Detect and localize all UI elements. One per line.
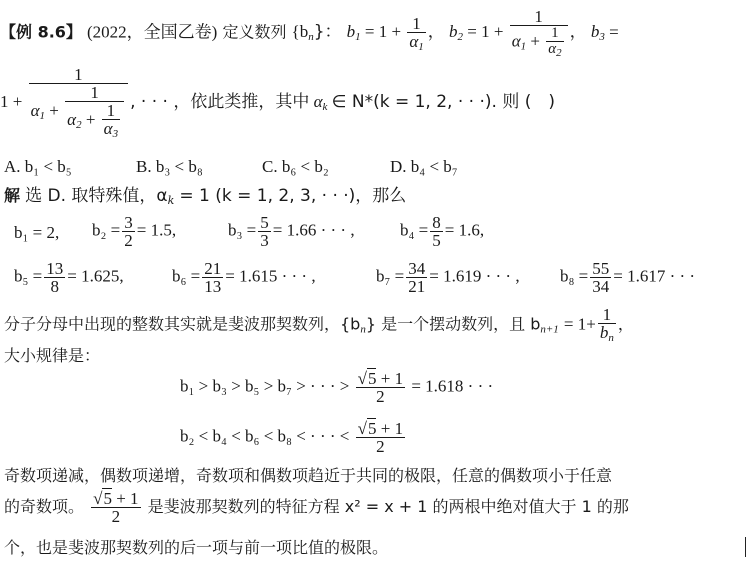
value-b1: b₁ = 2, xyxy=(14,223,60,242)
paragraph-limit: 奇数项递减，偶数项递增，奇数项和偶数项趋近于共同的极限，任意的偶数项小于任意 xyxy=(4,466,613,485)
text-cursor xyxy=(745,537,746,557)
b2-def: $b_2 = 1$ + 1 $\alpha_1$ + $\frac{1}{\alpha_2}$ ， xyxy=(449,7,587,59)
value-b7: b₇ = $\frac{34}{21}$ = 1.619 · · · , xyxy=(376,259,520,296)
odd-chain: b₁ > b₃ > b₅ > b₇ > · · · > $\frac{√5 + 1}{2}$ = 1.618 · · · xyxy=(180,369,494,406)
paragraph-fibonacci: 分子分母中出现的整数其实就是斐波那契数列，$\{b_n\}$ 是一个摆动数列，且 $b_{n+1} = 1+$ $\frac{1}{b_n}$ ， xyxy=(4,305,634,344)
solution-head: 解 选 D. 取特殊值，$\alpha_k = 1$ (k = 1, 2, 3, · · ·)，那么 xyxy=(4,186,407,207)
seq-label: {b xyxy=(291,22,309,42)
example-tag: 【例 8.6】 xyxy=(0,22,82,42)
option-d: D. b₄ < b₇ xyxy=(390,157,458,176)
b1-def: $b_1 = 1$ + $\frac{1}{\alpha_1}$ ， xyxy=(346,13,445,53)
value-b4: b₄ = $\frac{8}{5}$ = 1.6, xyxy=(400,213,485,250)
value-b6: b₆ = $\frac{21}{13}$ = 1.615 · · · , xyxy=(172,259,316,296)
problem-source: (2022，全国乙卷) xyxy=(87,22,218,42)
seq-sub: n xyxy=(308,31,314,44)
value-b5: b₅ = $\frac{13}{8}$ = 1.625, xyxy=(14,259,124,296)
value-b2: b₂ = $\frac{3}{2}$ = 1.5, xyxy=(92,213,177,250)
paragraph-ratio: 个，也是斐波那契数列的后一项与前一项比值的极限。 xyxy=(4,538,389,557)
paragraph-order: 大小规律是： xyxy=(4,346,101,365)
b3-lhs: $b_3$ xyxy=(590,22,605,44)
solution-label: 解 xyxy=(4,186,21,205)
problem-header: 【例 8.6】 (2022，全国乙卷) 定义数列 $\{b_n\}$： $b_1 = 1$ + $\frac{1}{\alpha_1}$ ， $b_2 = 1$ + 1 $\alpha_1$ + $\frac{1}{\alpha_2}$ ， $b_3$ = xyxy=(0,7,619,59)
option-c: C. b₆ < b₂ xyxy=(262,157,329,176)
seq-close: }： xyxy=(313,22,342,43)
option-b: B. b₃ < b₈ xyxy=(136,157,203,176)
value-b3: b₃ = $\frac{5}{3}$ = 1.66 · · · , xyxy=(228,213,355,250)
option-a: A. b₁ < b₅ xyxy=(4,157,72,176)
even-chain: b₂ < b₄ < b₆ < b₈ < · · · < $\frac{√5 + 1}{2}$ xyxy=(180,419,404,456)
value-b8: b₈ = $\frac{55}{34}$ = 1.617 · · · xyxy=(560,259,696,296)
stem-text: 定义数列 xyxy=(222,22,287,42)
etc-text: , · · · ，依此类推，其中 xyxy=(130,91,310,112)
paragraph-characteristic: 的奇数项。 $\frac{√5 + 1}{2}$ 是斐波那契数列的特征方程 x² = x + 1 的两根中绝对值大于 1 的那 xyxy=(4,489,629,526)
condition-text: ∈ N*(k = 1, 2, · · ·). 则 ( ) xyxy=(331,91,555,112)
b3-def: 1 + 1 $\alpha_1$ + 1 $\alpha_2$ + $\frac{1}{\alpha_3}$ , · · · ，依此类推，其中 $\alpha_k$ ∈ N*(k = 1, 2, · · ·). 则 ( ) xyxy=(0,65,555,140)
